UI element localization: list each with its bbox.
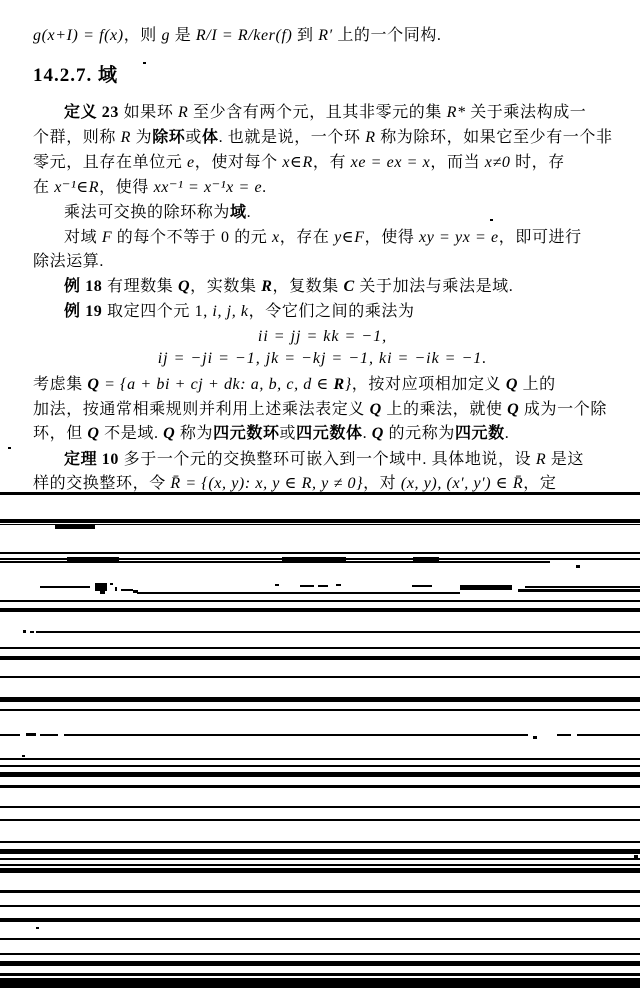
text-segment: 或 [279, 425, 297, 442]
scan-artifact-line [460, 585, 512, 590]
scan-artifact-line [0, 552, 640, 554]
scan-artifact-line [40, 734, 58, 736]
scan-artifact-line [0, 819, 640, 821]
scan-artifact-line [0, 734, 20, 736]
scan-artifact-line [533, 736, 537, 739]
text-segment: F [101, 229, 113, 246]
text-segment: 关于乘法构成一 [465, 104, 587, 121]
text-segment: 体 [202, 129, 219, 146]
scan-artifact-line [576, 565, 580, 568]
scan-artifact-line [282, 557, 346, 561]
text-segment: 的每个不等于 0 的元 [112, 229, 272, 246]
text-segment: 例 18 [64, 278, 103, 295]
scan-artifact-line [23, 630, 26, 633]
scan-artifact-line [0, 758, 640, 760]
text-segment: 对域 [64, 229, 102, 246]
text-segment: . [362, 425, 372, 442]
scan-artifact-line [0, 709, 640, 711]
text-segment: 至少含有两个元，且其非零元的集 [188, 104, 447, 121]
scan-artifact-line [0, 890, 640, 893]
text-segment: 的元称为 [383, 425, 455, 442]
scan-artifact-line [336, 584, 341, 586]
scan-artifact-line [55, 525, 95, 529]
text-segment: R [120, 129, 131, 146]
scan-artifact-line [0, 608, 640, 612]
scan-artifact-line [0, 600, 640, 602]
scan-artifact-line [0, 858, 640, 860]
text-segment: 不是域. [99, 425, 164, 442]
scan-artifact-line [36, 927, 39, 929]
text-segment: ，则 [123, 27, 162, 44]
scan-artifact-line [0, 905, 640, 907]
scan-artifact-line [143, 62, 146, 64]
text-segment: R [178, 104, 189, 121]
text-segment: x [272, 229, 280, 246]
scan-artifact-line [115, 587, 117, 591]
text-segment: ，按对应项相加定义 [351, 376, 506, 393]
text-segment: . [504, 425, 510, 442]
text-segment: Q [163, 425, 176, 442]
text-segment: 如果环 [119, 104, 179, 121]
scan-artifact-line [26, 733, 36, 736]
text-segment: 称为 [175, 425, 214, 442]
text-segment: 样的交换整环，令 [33, 475, 171, 492]
text-segment: ，令它们之间的乘法为 [248, 303, 415, 320]
scan-artifact-line [0, 765, 640, 767]
text-segment: 四元数体 [296, 425, 363, 442]
text-segment: 定义 23 [64, 104, 120, 121]
text-segment: ，复数集 [272, 278, 344, 295]
text-segment: R′ [318, 27, 333, 44]
text-segment: 称为除环，如果它至少有一个非 [375, 129, 613, 146]
text-segment: 上的 [517, 376, 556, 393]
text-segment: 到 [292, 27, 319, 44]
text-segment: 多于一个元的交换整环可嵌入到一个域中. 具体地说，设 [119, 451, 536, 468]
text-segment: ，使对每个 [194, 154, 283, 171]
text-segment: g [161, 27, 171, 44]
scan-artifact-line [0, 864, 640, 866]
scan-artifact-line [0, 492, 640, 495]
scan-artifact-line [0, 519, 640, 523]
text-segment: Q [369, 401, 382, 418]
text-segment: 成为一个除 [519, 401, 607, 418]
text-segment: R [261, 278, 273, 295]
text-segment: ，定 [523, 475, 557, 492]
scan-artifact-line [518, 589, 640, 592]
scan-artifact-line [525, 586, 640, 588]
text-segment: Q [505, 376, 518, 393]
text-segment: ，使得 [364, 229, 420, 246]
text-segment: 关于加法与乘法是域. [354, 278, 514, 295]
text-segment: } [344, 376, 352, 393]
scan-artifact-line [0, 772, 640, 777]
scan-artifact-line [0, 806, 640, 808]
scan-artifact-line [0, 938, 640, 940]
text-segment: 考虑集 [33, 376, 88, 393]
text-segment: Q [507, 401, 520, 418]
scan-artifact-line [0, 868, 640, 873]
scan-artifact-line [0, 647, 640, 649]
scan-artifact-line [0, 978, 640, 988]
text-segment: 为 [130, 129, 153, 146]
text-segment: 上的乘法，就使 [381, 401, 508, 418]
text-segment: Q [371, 425, 384, 442]
scan-artifact-line [577, 734, 640, 736]
text-segment: 乘法可交换的除环称为 [64, 204, 231, 221]
text-segment: 例 19 [64, 303, 103, 320]
scan-artifact-line [100, 591, 105, 594]
text-segment: ，实数集 [190, 278, 262, 295]
scan-artifact-line [0, 973, 640, 976]
scan-artifact-line [0, 697, 640, 702]
text-segment: 有理数集 [102, 278, 179, 295]
scan-artifact-line [0, 561, 550, 563]
text-segment: ，存在 [279, 229, 335, 246]
section-heading: 14.2.7. 域 [33, 65, 119, 86]
text-segment: 取定四个元 1, [102, 303, 213, 320]
text-segment: R [535, 451, 547, 468]
scan-artifact-line [413, 557, 439, 561]
text-segment: R/I = R/ker(f) [195, 27, 293, 44]
scan-artifact-line [0, 918, 640, 922]
text-segment: x∈R [282, 154, 313, 171]
scan-artifact-line [0, 676, 640, 678]
scan-artifact-line [557, 734, 571, 736]
text-segment: e [187, 154, 195, 171]
text-segment: 是这 [546, 451, 585, 468]
text-segment: 加法，按通常相乘规则并利用上述乘法表定义 [33, 401, 370, 418]
text-segment: . [262, 179, 267, 196]
scan-artifact-line [67, 557, 119, 561]
scan-artifact-line [121, 589, 133, 591]
scan-artifact-line [36, 631, 640, 633]
scan-artifact-line [412, 585, 432, 587]
scan-artifact-line [300, 585, 314, 587]
text-segment: x≠0 [484, 154, 511, 171]
text-segment: ，使得 [99, 179, 154, 196]
scan-artifact-line [0, 953, 640, 955]
text-segment: ij = −ji = −1, jk = −kj = −1, ki = −ik = −1. [157, 350, 488, 367]
text-segment: . [246, 204, 252, 221]
text-segment: C [343, 278, 355, 295]
scan-artifact-line [0, 524, 640, 525]
text-segment: x⁻¹∈R [54, 179, 100, 196]
text-segment: 上的一个同构. [332, 27, 442, 44]
scan-artifact-line [318, 585, 328, 587]
text-segment: = {a + bi + cj + dk: a, b, c, d ∈ [99, 376, 334, 393]
text-segment: R [365, 129, 376, 146]
scan-artifact-line [40, 586, 90, 588]
scan-artifact-line [110, 583, 113, 585]
text-segment: 是 [170, 27, 196, 44]
text-segment: ，有 [312, 154, 351, 171]
scan-artifact-line [95, 583, 107, 591]
text-segment: ，对 [363, 475, 401, 492]
text-segment: 时，存 [510, 154, 565, 171]
scan-artifact-line [490, 219, 493, 221]
text-segment: R̄ = {(x, y): x, y ∈ R, y ≠ 0} [170, 475, 364, 492]
text-segment: R* [446, 104, 466, 121]
scan-artifact-line [0, 841, 640, 843]
scan-artifact-line [0, 849, 640, 854]
text-segment: . 也就是说，一个环 [218, 129, 366, 146]
text-segment: xe = ex = x [350, 154, 431, 171]
text-segment: i, j, k [212, 303, 249, 320]
text-segment: R [333, 376, 345, 393]
scan-artifact-line [0, 961, 640, 966]
scan-artifact-line [275, 584, 279, 586]
text-segment: 除环 [152, 129, 186, 146]
scan-artifact-line [22, 755, 25, 757]
text-segment: ii = jj = kk = −1, [257, 328, 388, 345]
text-segment: 或 [185, 129, 202, 146]
text-segment: xx⁻¹ = x⁻¹x = e [153, 179, 263, 196]
text-segment: 在 [33, 179, 55, 196]
scan-artifact-line [64, 734, 528, 736]
scan-artifact-line [8, 447, 11, 449]
text-segment: y∈F [334, 229, 365, 246]
text-segment: 零元，且存在单位元 [33, 154, 188, 171]
text-segment: 环，但 [33, 425, 88, 442]
text-segment: Q [87, 376, 100, 393]
text-segment: ，即可进行 [498, 229, 582, 246]
text-segment: (x, y), (x′, y′) ∈ R̄ [400, 475, 524, 492]
text-segment: 四元数 [454, 425, 505, 442]
text-segment: 四元数环 [213, 425, 280, 442]
text-segment: 除法运算. [33, 253, 105, 270]
scan-artifact-line [0, 785, 640, 788]
text-segment: 个群，则称 [33, 129, 121, 146]
text-segment: xy = yx = e [419, 229, 499, 246]
scan-artifact-line [0, 656, 640, 660]
scan-artifact-line [30, 631, 34, 633]
text-segment: ，而当 [430, 154, 485, 171]
text-segment: Q [87, 425, 100, 442]
scan-artifact-line [137, 592, 460, 594]
text-segment: Q [178, 278, 191, 295]
text-segment: 域 [230, 204, 247, 221]
text-segment: g(x+I) = f(x) [33, 27, 124, 44]
text-segment: 定理 10 [64, 451, 120, 468]
